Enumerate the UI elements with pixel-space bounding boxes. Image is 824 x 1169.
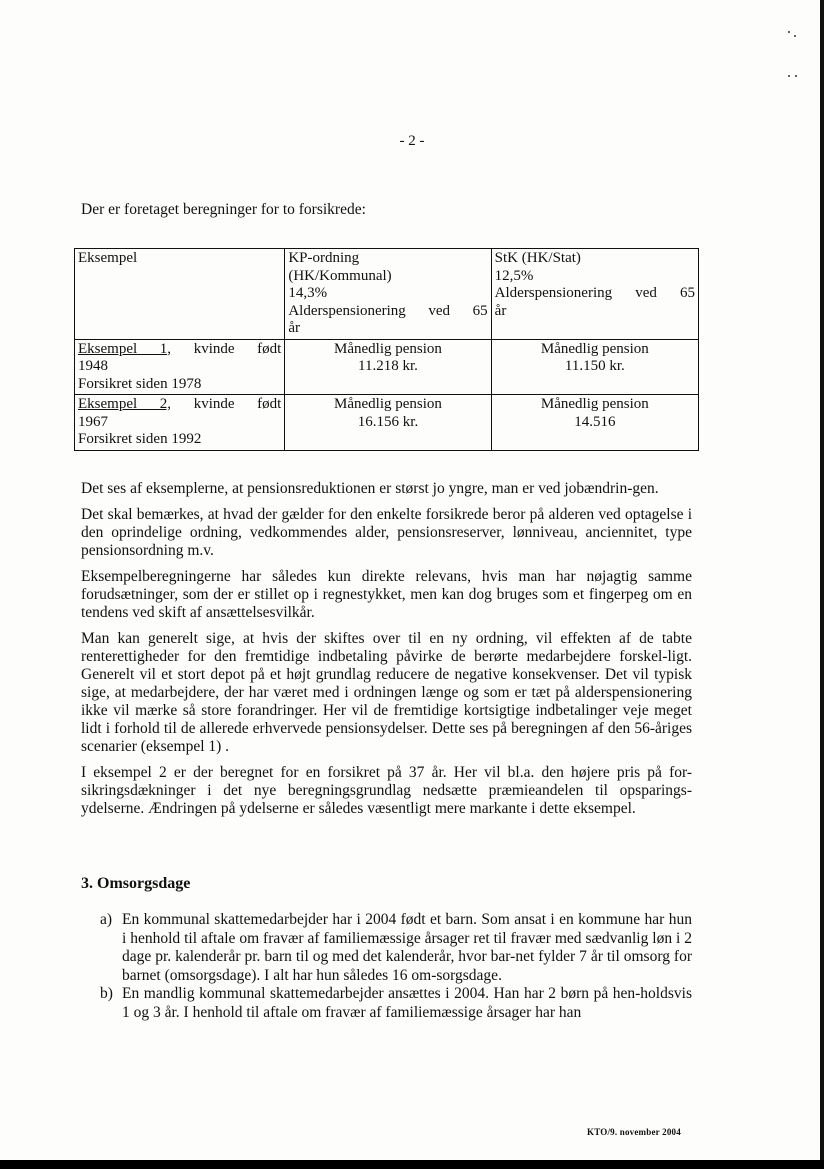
kp-pension-value: 11.218 kr.	[358, 358, 418, 374]
example-title-line	[78, 396, 281, 414]
paragraph: Det ses af eksemplerne, at pensionsreduktionen er størst jo yngre, man er ved jobændrin-gen.	[81, 480, 659, 497]
list-item	[95, 985, 692, 1022]
header-cell-kp	[285, 249, 491, 340]
scan-border	[820, 0, 824, 1169]
section-heading: 3. Omsorgsdage	[81, 875, 191, 892]
example-title-rest: kvinde født	[193, 340, 282, 357]
example-description-cell	[75, 339, 285, 395]
header-cell-example	[75, 249, 285, 340]
stk-pension-cell	[491, 395, 698, 451]
list-item-text: En kommunal skattemedarbejder har i 2004 født et barn. Som ansat i en kommune har hun i henhold til aftale om fravær af familiemæssige årsager ret til fravær med sædvanlig løn i 2 dage pr. kalenderår pr. barn til og med det kalenderår, hvor bar-net fylder 7 år til omsorg for barnet (omsorgsdage). I alt har hun således 16 om-sorgsdage.	[122, 911, 692, 984]
header-stk-line: StK (HK/Stat)	[494, 250, 581, 266]
list-item-text: En mandlig kommunal skattemedarbejder ansættes i 2004. Han har 2 børn på hen-holdsvis 1 og 3 år. I henhold til aftale om fravær af familiemæssige årsager har han	[122, 985, 692, 1021]
table-header-row	[75, 249, 699, 340]
example-insured-since: Forsikret siden 1992	[78, 431, 202, 447]
header-stk-line: 12,5%	[494, 267, 534, 284]
example-title-rest: kvinde født	[193, 396, 282, 412]
intro-text: Der er foretaget beregninger for to forsikrede:	[81, 201, 366, 218]
kp-pension-label: Månedlig pension	[334, 340, 442, 357]
header-kp-line: år	[288, 320, 300, 336]
scan-speck	[788, 31, 790, 33]
paragraph: Eksempelberegningerne har således kun direkte relevans, hvis man har nøjagtig samme forudsætninger, som der er stillet op i regnestykket, men kan dog bruges som et fingerpeg om en tendens ved skift af ansættelsesvilkår.	[81, 568, 692, 621]
stk-pension-value: 11.150 kr.	[564, 358, 625, 374]
paragraph: Man kan generelt sige, at hvis der skiftes over til en ny ordning, vil effekten af de tabte renterettigheder for den fremtidige indbetaling påvirke de berørte medarbejdere forskel-ligt. Generelt vil et stort depot på et højt grundlag reducere de negative konsekvenser. Det vil typisk sige, at medarbejdere, der har været med i ordningen længe og som er tæt på alderspensionering ikke vil mærke så store forandringer. Her vil de fremtidige kortsigtige indbetalinger veje meget lidt i forhold til de allerede erhvervede pensionsydelser. Dette ses på beregningen af den 56-åriges scenarier (eksempel 1) .	[81, 630, 692, 755]
example-title: Eksempel 2,	[78, 396, 172, 412]
page-number: - 2 -	[399, 133, 425, 149]
table-row	[75, 339, 699, 395]
header-kp-line: 14,3%	[288, 285, 328, 301]
header-stk-line: Alderspensionering ved 65	[494, 285, 695, 301]
kp-pension-label: Månedlig pension	[334, 396, 442, 412]
scan-border	[0, 1160, 824, 1169]
scan-speck	[794, 35, 796, 37]
header-example-label: Eksempel	[78, 250, 138, 266]
stk-pension-label: Månedlig pension	[540, 396, 649, 412]
example-birth-year: 1948	[78, 358, 108, 374]
footer-reference: KTO/9. november 2004	[587, 1127, 681, 1137]
paragraph: Det skal bemærkes, at hvad der gælder for den enkelte forsikrede beror på alderen ved optagelse i den oprindelige ordning, vedkommendes alder, pensionsreserver, lønniveau, anciennitet, type pensionsordning m.v.	[81, 506, 692, 559]
paragraph: I eksempel 2 er der beregnet for en forsikret på 37 år. Her vil bl.a. den højere pris på for-sikringsdækninger i det nye beregningsgrundlag nedsætte præmieandelen til opsparings-ydelserne. Ændringen på ydelserne er således væsentligt mere markante i dette eksempel.	[81, 764, 692, 817]
kp-pension-cell	[285, 339, 491, 395]
table-row	[75, 395, 699, 451]
list-item	[95, 911, 692, 985]
scan-speck	[788, 75, 790, 77]
list-marker: b)	[100, 985, 113, 1002]
example-title-line	[78, 341, 281, 359]
header-cell-stk	[491, 249, 698, 340]
pension-examples-table	[74, 248, 699, 451]
scan-speck	[795, 75, 797, 77]
header-kp-line: (HK/Kommunal)	[288, 267, 392, 284]
header-kp-line: Alderspensionering ved 65	[288, 302, 488, 319]
kp-pension-cell	[285, 395, 491, 451]
stk-pension-cell	[491, 339, 698, 395]
example-list	[95, 911, 692, 1022]
header-kp-line: KP-ordning	[288, 250, 360, 266]
kp-pension-value: 16.156 kr.	[357, 413, 419, 430]
stk-pension-label: Månedlig pension	[540, 340, 649, 357]
stk-pension-value: 14.516	[574, 413, 616, 430]
example-insured-since: Forsikret siden 1978	[78, 375, 202, 392]
example-description-cell	[75, 395, 285, 451]
body-text	[81, 480, 692, 826]
example-title: Eksempel 1,	[78, 340, 172, 357]
header-stk-line: år	[494, 302, 507, 319]
example-birth-year: 1967	[78, 413, 108, 430]
list-marker: a)	[100, 911, 113, 928]
